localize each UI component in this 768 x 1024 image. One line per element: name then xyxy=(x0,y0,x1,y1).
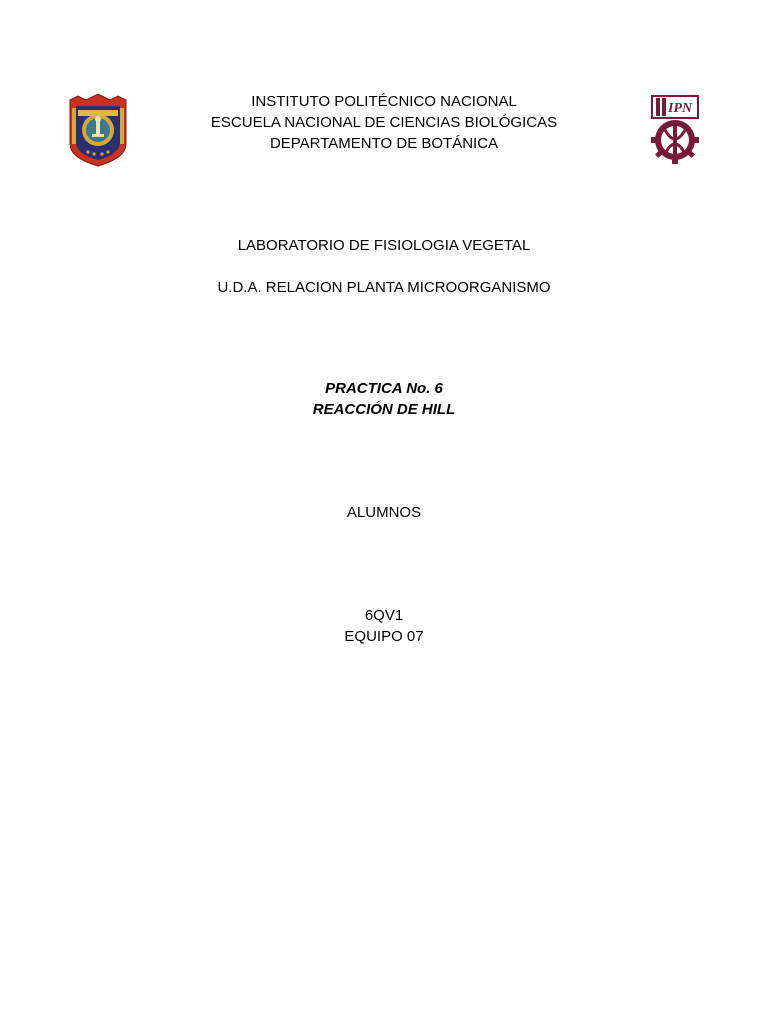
laboratory-name: LABORATORIO DE FISIOLOGIA VEGETAL xyxy=(237,237,531,254)
team-number: EQUIPO 07 xyxy=(344,628,424,645)
svg-text:IPN: IPN xyxy=(667,101,693,116)
school-name: ESCUELA NACIONAL DE CIENCIAS BIOLÓGICAS xyxy=(210,114,558,131)
department-name: DEPARTAMENTO DE BOTÁNICA xyxy=(269,135,499,152)
unit-name: U.D.A. RELACION PLANTA MICROORGANISMO xyxy=(217,279,551,296)
group-code: 6QV1 xyxy=(364,607,404,624)
students-label: ALUMNOS xyxy=(346,504,422,521)
practice-title: REACCIÓN DE HILL xyxy=(312,401,456,418)
institution-name: INSTITUTO POLITÉCNICO NACIONAL xyxy=(251,93,517,110)
practice-number: PRACTICA No. 6 xyxy=(325,380,443,397)
